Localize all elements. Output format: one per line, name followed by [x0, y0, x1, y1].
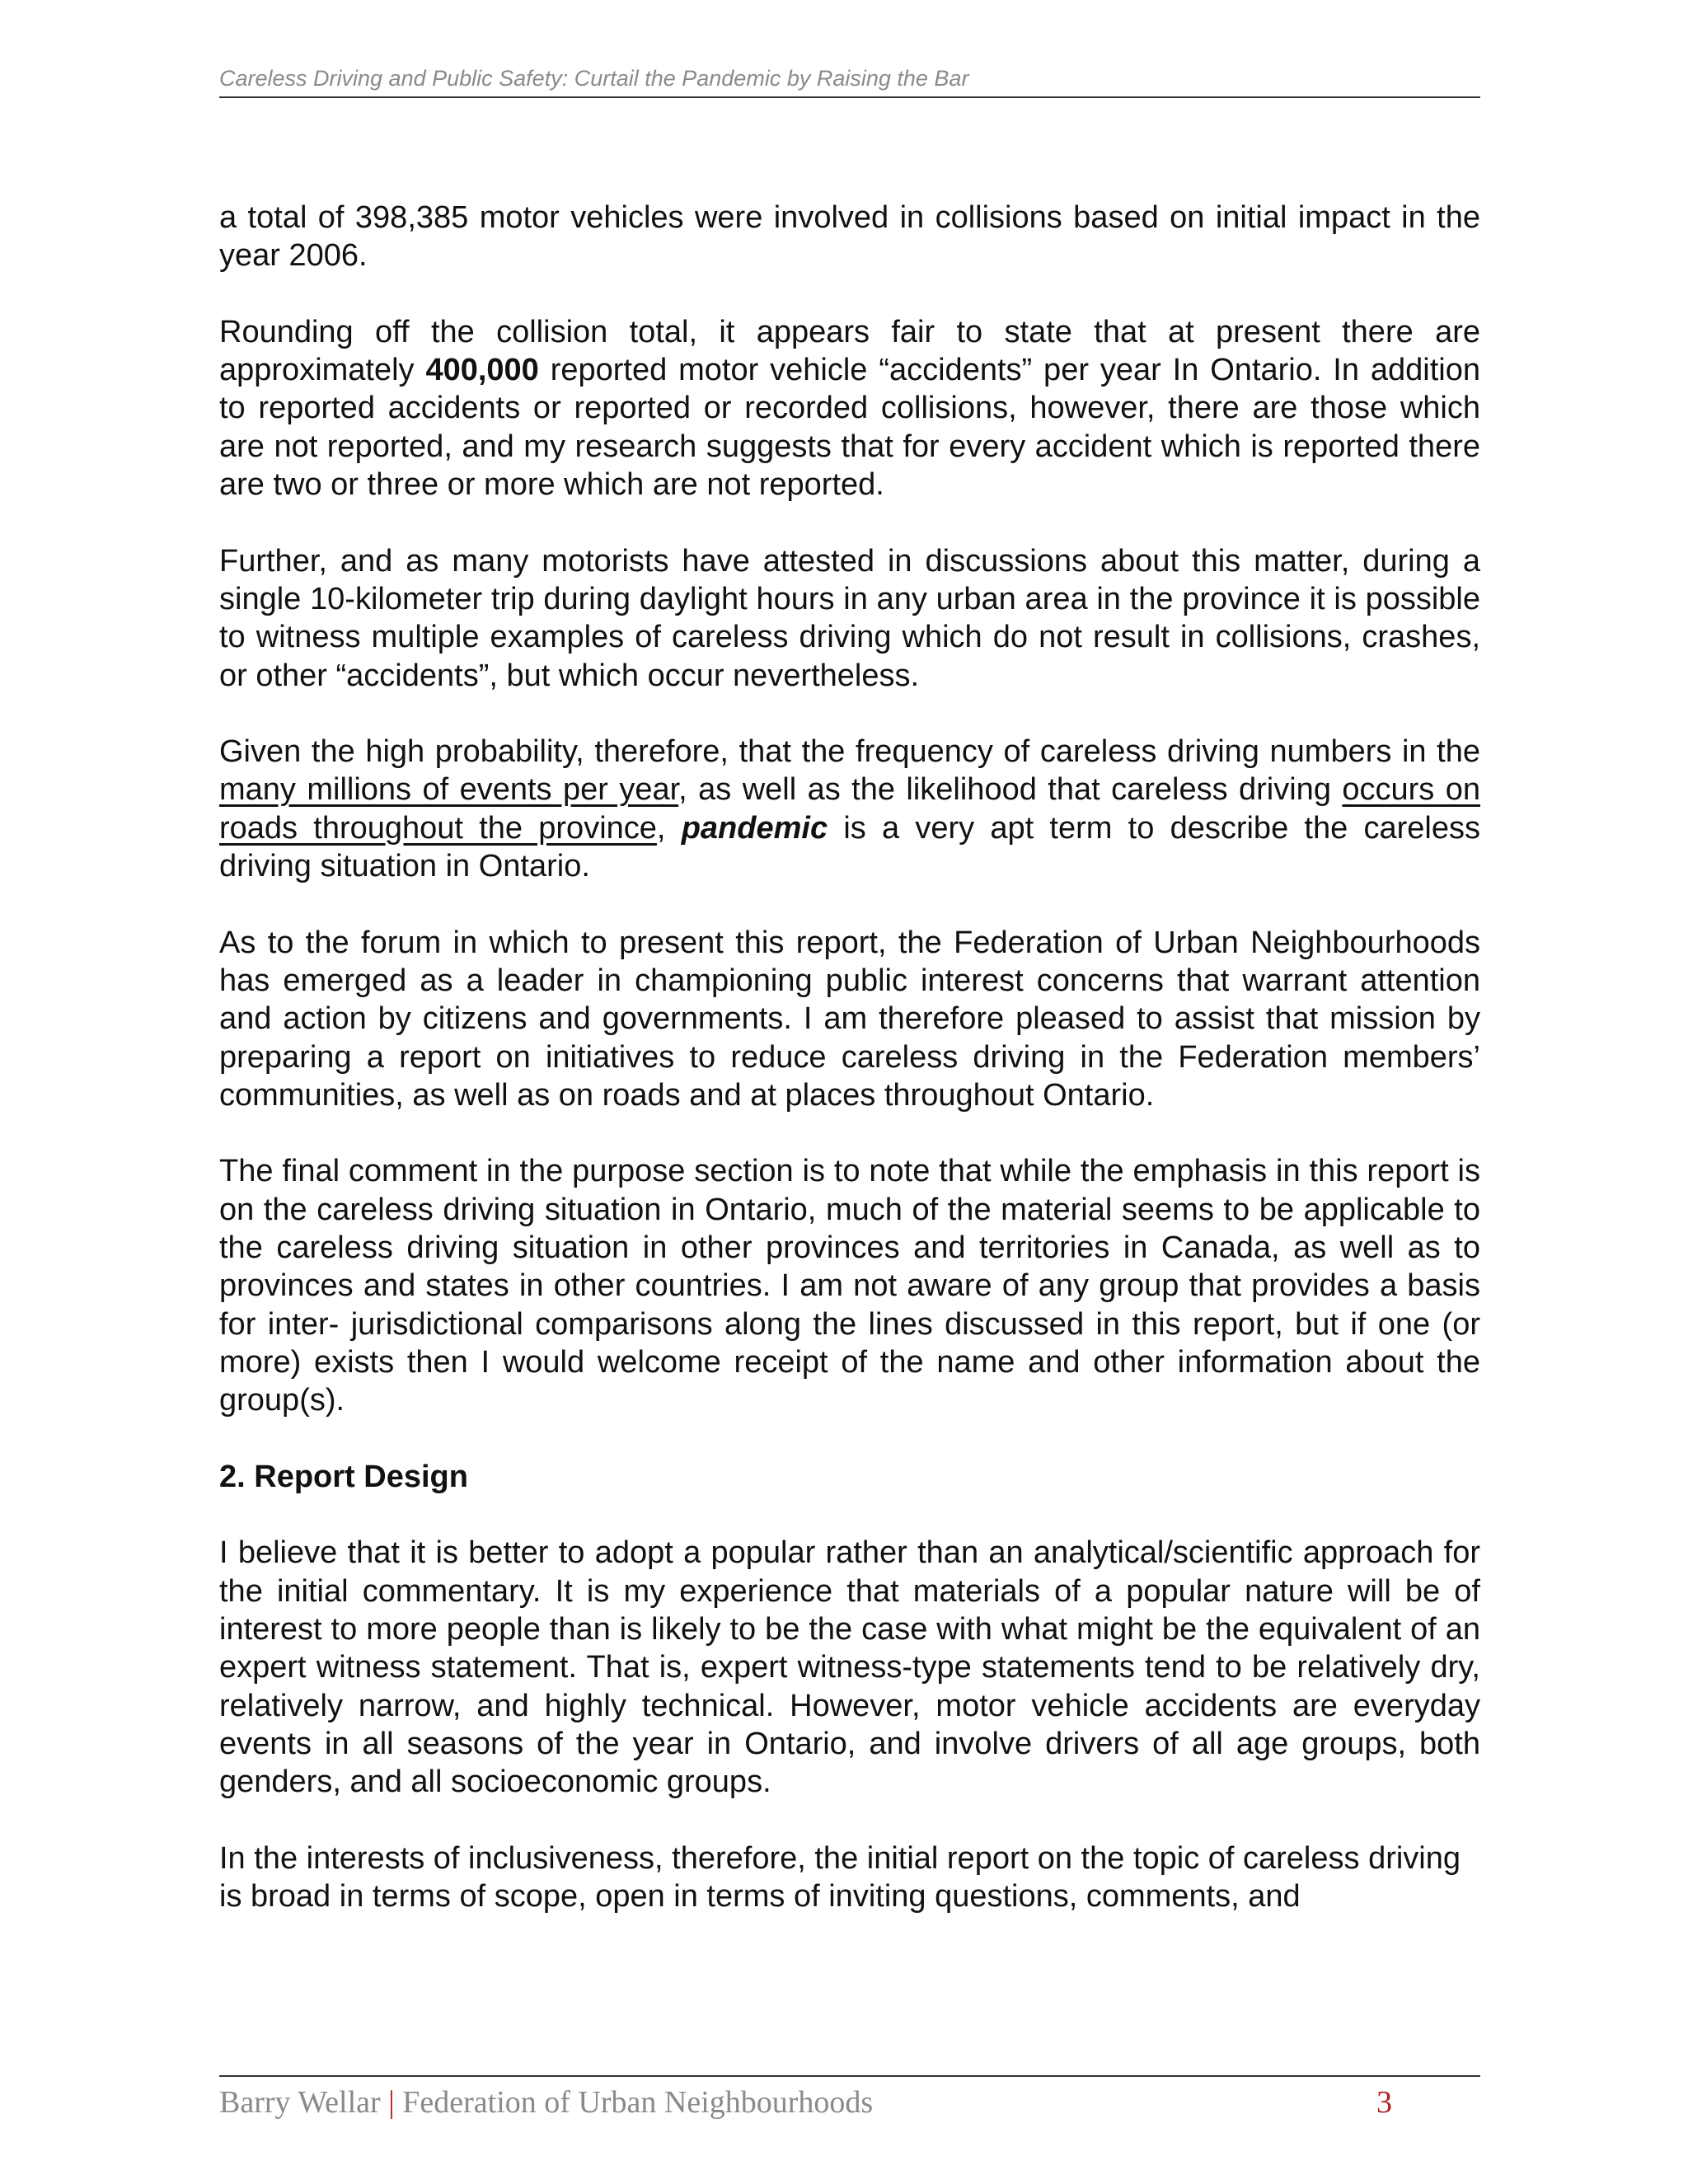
paragraph-3: Further, and as many motorists have attested in discussions about this matter, during a single 10-kilometer trip during daylight hours in any urban area in the province it is possible to witness multiple examples of careless driving which do not result in collisions, crashes, or other “accidents”, but which occur nevertheless.: [219, 543, 1480, 693]
paragraph-2: [219, 313, 1480, 504]
paragraph-4-text-c: ,: [656, 810, 682, 846]
footer-rule: [219, 2075, 1480, 2077]
paragraph-4: [219, 733, 1480, 885]
footer-separator: |: [388, 2085, 395, 2120]
collision-total-bold: 400,000: [425, 353, 539, 388]
paragraph-8: In the interests of inclusiveness, therefore, the initial report on the topic of careless driving is broad in terms of scope, open in terms of inviting questions, comments, and: [219, 1840, 1461, 1915]
paragraph-2-text-b: reported motor vehicle “accidents” per year In Ontario. In addition to reported accidents or reported or recorded collisions, however, there are those which are not reported, and my research suggests that for every accident which is reported there are two or three or more which are not reported.: [219, 353, 1480, 503]
paragraph-5: As to the forum in which to present this report, the Federation of Urban Neighbourhoods has emerged as a leader in championing public interest concerns that warrant attention and action by citizens and governments. I am therefore pleased to assist that mission by preparing a report on initiatives to reduce careless driving in the Federation members’ communities, as well as on roads and at places throughout Ontario.: [219, 925, 1480, 1113]
document-body: [219, 199, 1480, 1954]
paragraph-4-text-d: is a very apt term to describe the careless driving situation in Ontario.: [219, 810, 1480, 884]
paragraph-6: The final comment in the purpose section is to note that while the emphasis in this report is on the careless driving situation in Ontario, much of the material seems to be applicable to the careless driving situation in other provinces and territories in Canada, as well as to provinces and states in other countries. I am not aware of any group that provides a basis for inter- jurisdictional comparisons along the lines discussed in this report, but if one (or more) exists then I would welcome receipt of the name and other information about the group(s).: [219, 1154, 1480, 1418]
underlined-millions-events: many millions of events per year: [219, 772, 679, 808]
pandemic-emphasis: pandemic: [681, 810, 828, 846]
running-title: Careless Driving and Public Safety: Curtail the Pandemic by Raising the Bar: [219, 66, 969, 91]
footer-organization: Federation of Urban Neighbourhoods: [402, 2085, 874, 2120]
paragraph-4-text-a: Given the high probability, therefore, that the frequency of careless driving numbers in the: [219, 734, 1480, 770]
section-heading-report-design: 2. Report Design: [219, 1459, 468, 1494]
underlined-throughout-province: occurs on roads throughout the province: [219, 772, 1480, 846]
page-number: 3: [1376, 2085, 1392, 2120]
footer-author: Barry Wellar: [219, 2085, 381, 2120]
paragraph-1: a total of 398,385 motor vehicles were involved in collisions based on initial impact in the year 2006.: [219, 200, 1480, 274]
paragraph-4-text-b: , as well as the likelihood that careless driving: [678, 772, 1343, 808]
page-footer: [219, 2079, 1480, 2125]
running-header: [219, 60, 1480, 98]
paragraph-7: I believe that it is better to adopt a popular rather than an analytical/scientific approach for the initial commentary. It is my experience that materials of a popular nature will be of interest to more people than is likely to be the case with what might be the equivalent of an expert witness statement. That is, expert witness-type statements tend to be relatively dry, relatively narrow, and highly technical. However, motor vehicle accidents are everyday events in all seasons of the year in Ontario, and involve drivers of all age groups, both genders, and all socioeconomic groups.: [219, 1535, 1480, 1800]
paragraph-2-text-a: Rounding off the collision total, it appears fair to state that at present there are approximately: [219, 314, 1480, 388]
